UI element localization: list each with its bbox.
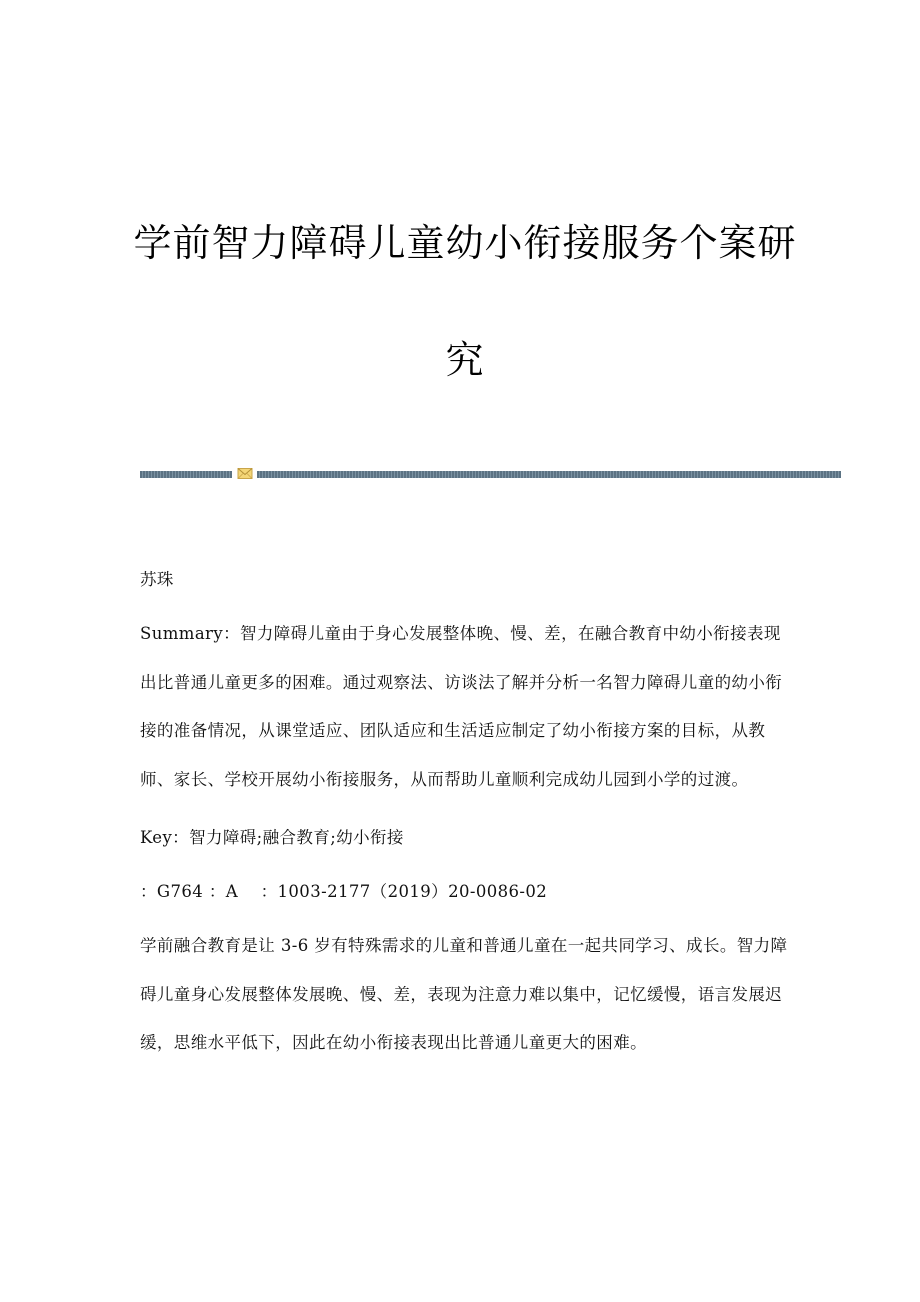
- summary-label: Summary：: [140, 624, 240, 643]
- divider-bar-left: [140, 471, 232, 478]
- document-body: [140, 560, 790, 1068]
- envelope-ornament-icon: [237, 467, 253, 480]
- keywords-line: [140, 814, 790, 862]
- divider-bar-right: [257, 471, 841, 478]
- classification-line: ：G764 ：A ：1003-2177（2019）20-0086-02: [140, 882, 548, 901]
- body-paragraph: 学前融合教育是让 3-6 岁有特殊需求的儿童和普通儿童在一起共同学习、成长。智力障碍儿童身心发展整体发展晚、慢、差，表现为注意力难以集中，记忆缓慢，语言发展迟缓，思维水平低下，因此在幼小衔接表现出比普通儿童更大的困难。: [140, 936, 788, 1052]
- keywords-text: 智力障碍;融合教育;幼小衔接: [189, 828, 404, 847]
- document-title: 学前智力障碍儿童幼小衔接服务个案研究: [133, 221, 797, 382]
- title-divider: [140, 467, 841, 481]
- summary-text: 智力障碍儿童由于身心发展整体晚、慢、差，在融合教育中幼小衔接表现出比普通儿童更多的困难。通过观察法、访谈法了解并分析一名智力障碍儿童的幼小衔接的准备情况，从课堂适应、团队适应和生活适应制定了幼小衔接方案的目标，从教师、家长、学校开展幼小衔接服务，从而帮助儿童顺利完成幼儿园到小学的过渡。: [140, 624, 783, 789]
- author-name: 苏珠: [140, 570, 174, 589]
- keywords-label: Key：: [140, 828, 190, 847]
- summary-paragraph: [140, 610, 790, 804]
